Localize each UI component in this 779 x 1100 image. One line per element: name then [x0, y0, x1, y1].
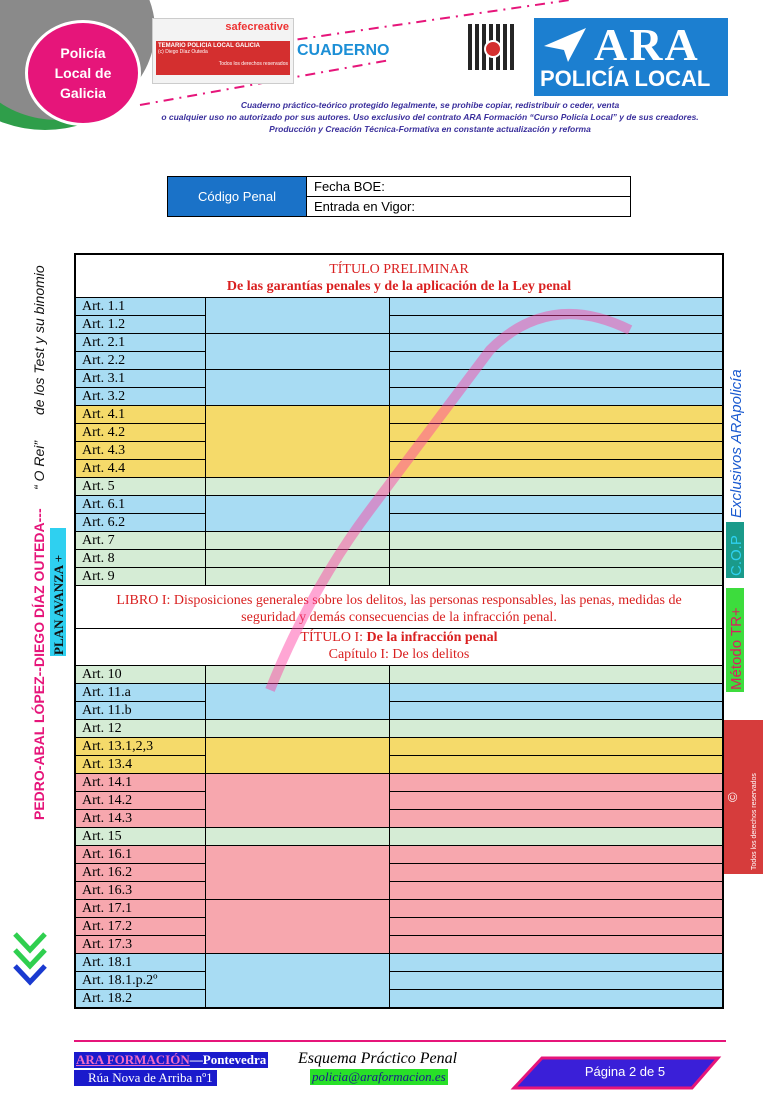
notes-cell[interactable]: [206, 568, 390, 586]
safecreative-title: TEMARIO POLICIA LOCAL GALICIA: [158, 43, 260, 49]
table-row: [76, 738, 723, 756]
content-cell[interactable]: [390, 666, 723, 684]
articles-table: [74, 253, 724, 1009]
article-cell: Art. 14.1: [76, 774, 206, 792]
content-cell[interactable]: [390, 792, 723, 810]
table-row: [76, 882, 723, 900]
badge-line: Local de: [54, 65, 112, 81]
article-cell: Art. 4.2: [76, 424, 206, 442]
table-row: [76, 568, 723, 586]
notes-cell[interactable]: [206, 298, 390, 334]
article-cell: Art. 6.2: [76, 514, 206, 532]
notes-cell[interactable]: [206, 334, 390, 370]
content-cell[interactable]: [390, 496, 723, 514]
article-cell: Art. 14.3: [76, 810, 206, 828]
copyright-text: Todos los derechos reservados: [751, 773, 758, 870]
footer-address: [74, 1052, 268, 1086]
article-cell: Art. 11.b: [76, 702, 206, 720]
notes-cell[interactable]: [206, 550, 390, 568]
article-cell: Art. 12: [76, 720, 206, 738]
titulo-i-cell: [76, 629, 723, 666]
article-cell: Art. 18.1.p.2º: [76, 972, 206, 990]
content-cell[interactable]: [390, 972, 723, 990]
content-cell[interactable]: [390, 388, 723, 406]
content-cell[interactable]: [390, 514, 723, 532]
table-row: [76, 846, 723, 864]
article-cell: Art. 8: [76, 550, 206, 568]
table-row: [76, 666, 723, 684]
table-row: [76, 514, 723, 532]
paper-plane-icon: [542, 26, 588, 64]
table-row: [76, 936, 723, 954]
titulo-i-bold: De la infracción penal: [366, 630, 498, 645]
notes-cell[interactable]: [206, 532, 390, 550]
notes-cell[interactable]: [206, 954, 390, 1008]
content-cell[interactable]: [390, 882, 723, 900]
content-cell[interactable]: [390, 568, 723, 586]
ara-logo-top: ARA: [594, 19, 700, 70]
notes-cell[interactable]: [206, 666, 390, 684]
safecreative-logo: safecreative: [225, 21, 289, 33]
table-row: [76, 684, 723, 702]
table-row: [76, 478, 723, 496]
entrada-vigor-field[interactable]: Entrada en Vigor:: [306, 197, 630, 216]
footer-divider: [74, 1040, 726, 1042]
table-row: [76, 496, 723, 514]
titulo-preliminar: TÍTULO PRELIMINAR: [329, 262, 469, 277]
libro-i-heading: LIBRO I: Disposiciones generales sobre los delitos, las personas responsables, las penas, medidas de seguridad y demás consecuencias de la infracción penal.: [116, 593, 682, 625]
table-row: [76, 424, 723, 442]
safecreative-rights: Todos los derechos reservados: [218, 61, 288, 67]
table-row: [76, 792, 723, 810]
esquema-title: Esquema Práctico Penal: [298, 1050, 458, 1067]
article-cell: Art. 17.1: [76, 900, 206, 918]
article-cell: Art. 3.1: [76, 370, 206, 388]
table-row: [76, 756, 723, 774]
content-cell[interactable]: [390, 756, 723, 774]
content-cell[interactable]: [390, 406, 723, 424]
credits-authors: PEDRO-ABAL LÓPEZ--DIEGO DÍAZ OUTEDA---: [31, 508, 47, 820]
qr-center-dot: [484, 40, 502, 58]
article-cell: Art. 13.1,2,3: [76, 738, 206, 756]
table-row: [76, 828, 723, 846]
table-row: [76, 316, 723, 334]
badge-line: Policía: [60, 45, 106, 61]
safecreative-red-band: [156, 41, 290, 75]
cop-label: C.O.P: [728, 535, 745, 576]
article-cell: Art. 17.3: [76, 936, 206, 954]
article-cell: Art. 1.2: [76, 316, 206, 334]
content-cell[interactable]: [390, 370, 723, 388]
content-cell[interactable]: [390, 334, 723, 352]
content-cell[interactable]: [390, 846, 723, 864]
titulo-i-prefix: TÍTULO I:: [300, 630, 367, 645]
content-cell[interactable]: [390, 352, 723, 370]
content-cell[interactable]: [390, 810, 723, 828]
article-cell: Art. 4.3: [76, 442, 206, 460]
content-cell[interactable]: [390, 478, 723, 496]
notes-cell[interactable]: [206, 406, 390, 478]
article-cell: Art. 16.1: [76, 846, 206, 864]
article-cell: Art. 7: [76, 532, 206, 550]
article-cell: Art. 17.2: [76, 918, 206, 936]
footer-street: Rúa Nova de Arriba nº1: [74, 1070, 217, 1086]
article-cell: Art. 15: [76, 828, 206, 846]
notes-cell[interactable]: [206, 738, 390, 774]
legal-line: o cualquier uso no autorizado por sus autores. Uso exclusivo del contrato ARA Formación “Curso Policía Local” y de sus creadores.: [161, 112, 699, 122]
article-cell: Art. 10: [76, 666, 206, 684]
safecreative-seal: [152, 18, 294, 84]
right-vertical-method: [722, 330, 762, 700]
article-cell: Art. 9: [76, 568, 206, 586]
notes-cell[interactable]: [206, 900, 390, 954]
credits-rei: “ O Rei”: [31, 441, 47, 490]
notes-cell[interactable]: [206, 720, 390, 738]
content-cell[interactable]: [390, 828, 723, 846]
copyright-box: [724, 720, 763, 874]
codigo-penal-header-table: [167, 176, 631, 217]
chevron-down-icon: [12, 930, 48, 990]
notes-cell[interactable]: [206, 774, 390, 828]
exclusivos-arapolicia: Exclusivos ARApolicía: [728, 369, 745, 518]
table-row: [76, 298, 723, 316]
footer-email[interactable]: policia@araformacion.es: [312, 1069, 446, 1084]
content-cell[interactable]: [390, 298, 723, 316]
table-row: [76, 720, 723, 738]
capitulo-i: Capítulo I: De los delitos: [328, 647, 470, 662]
content-cell[interactable]: [390, 442, 723, 460]
legal-notice: [140, 99, 720, 135]
article-cell: Art. 6.1: [76, 496, 206, 514]
content-cell[interactable]: [390, 936, 723, 954]
cuaderno-label: CUADERNO: [297, 42, 390, 59]
content-cell[interactable]: [390, 684, 723, 702]
article-cell: Art. 18.2: [76, 990, 206, 1008]
metodo-tr: Método TR+: [728, 607, 745, 690]
notes-cell[interactable]: [206, 370, 390, 406]
content-cell[interactable]: [390, 720, 723, 738]
table-row: [76, 702, 723, 720]
content-cell[interactable]: [390, 774, 723, 792]
ara-formacion-link[interactable]: ARA FORMACIÓN: [76, 1052, 190, 1067]
content-cell[interactable]: [390, 532, 723, 550]
table-row: [76, 442, 723, 460]
table-row: [76, 918, 723, 936]
table-row: [76, 900, 723, 918]
article-cell: Art. 2.2: [76, 352, 206, 370]
table-row: [76, 334, 723, 352]
table-row: [76, 864, 723, 882]
article-cell: Art. 2.1: [76, 334, 206, 352]
notes-cell[interactable]: [206, 828, 390, 846]
article-cell: Art. 16.2: [76, 864, 206, 882]
article-cell: Art. 14.2: [76, 792, 206, 810]
safecreative-author: (c) Diego Díaz Outeda: [158, 49, 208, 55]
legal-line: Producción y Creación Técnica-Formativa en constante actualización y reforma: [269, 124, 591, 134]
table-row: [76, 460, 723, 478]
libro-i-cell: [76, 586, 723, 629]
table-row: [76, 810, 723, 828]
fecha-boe-field[interactable]: Fecha BOE:: [306, 177, 630, 197]
table-row: [76, 774, 723, 792]
content-cell[interactable]: [390, 460, 723, 478]
article-cell: Art. 18.1: [76, 954, 206, 972]
page-number: Página 2 de 5: [584, 1064, 666, 1079]
notes-cell[interactable]: [206, 478, 390, 496]
article-cell: Art. 4.1: [76, 406, 206, 424]
table-row: [76, 370, 723, 388]
content-cell[interactable]: [390, 954, 723, 972]
codigo-penal-label: Código Penal: [168, 177, 306, 216]
credits-tail: de los Test y su binomio: [31, 265, 47, 415]
notes-cell[interactable]: [206, 846, 390, 900]
content-cell[interactable]: [390, 550, 723, 568]
article-cell: Art. 3.2: [76, 388, 206, 406]
content-cell[interactable]: [390, 316, 723, 334]
table-row: [76, 972, 723, 990]
titulo-preliminar-cell: [76, 255, 723, 298]
content-cell[interactable]: [390, 424, 723, 442]
table-row: [76, 388, 723, 406]
ara-policia-local-logo: [534, 18, 728, 96]
badge-line: Galicia: [60, 85, 106, 101]
notes-cell[interactable]: [206, 684, 390, 720]
content-cell[interactable]: [390, 702, 723, 720]
content-cell[interactable]: [390, 990, 723, 1008]
copyright-icon: ©: [725, 792, 740, 802]
plan-avanza: PLAN AVANZA +: [51, 554, 66, 655]
ara-logo-bottom: POLICÍA LOCAL: [540, 66, 711, 91]
table-row: [76, 954, 723, 972]
article-cell: Art. 1.1: [76, 298, 206, 316]
content-cell[interactable]: [390, 864, 723, 882]
content-cell[interactable]: [390, 918, 723, 936]
table-row: [76, 532, 723, 550]
table-row: [76, 352, 723, 370]
footer-city: —Pontevedra: [189, 1052, 267, 1067]
table-row: [76, 990, 723, 1008]
article-cell: Art. 5: [76, 478, 206, 496]
article-cell: Art. 4.4: [76, 460, 206, 478]
article-cell: Art. 13.4: [76, 756, 206, 774]
table-row: [76, 406, 723, 424]
content-cell[interactable]: [390, 738, 723, 756]
content-cell[interactable]: [390, 900, 723, 918]
article-cell: Art. 11.a: [76, 684, 206, 702]
left-vertical-credits: [0, 0, 66, 830]
article-cell: Art. 16.3: [76, 882, 206, 900]
legal-line: Cuaderno práctico-teórico protegido legalmente, se prohibe copiar, redistribuir o ceder, venta: [240, 100, 620, 110]
notes-cell[interactable]: [206, 496, 390, 532]
table-row: [76, 550, 723, 568]
titulo-preliminar-sub: De las garantías penales y de la aplicación de la Ley penal: [226, 279, 572, 294]
